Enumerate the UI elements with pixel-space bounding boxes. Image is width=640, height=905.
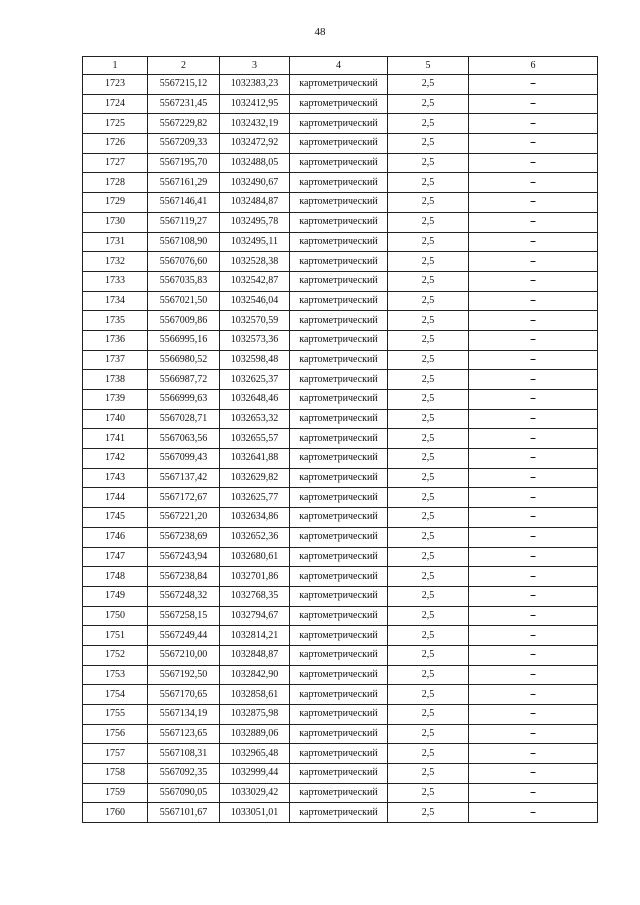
cell-method: картометрический [290,665,388,685]
cell-note: – [469,449,598,469]
cell-method: картометрический [290,803,388,823]
cell-point-number: 1734 [83,291,148,311]
cell-point-number: 1755 [83,705,148,725]
cell-note: – [469,75,598,95]
cell-coord-x: 5567231,45 [148,94,220,114]
cell-point-number: 1742 [83,449,148,469]
cell-coord-x: 5567092,35 [148,764,220,784]
cell-note: – [469,271,598,291]
cell-method: картометрический [290,330,388,350]
cell-coord-y: 1032484,87 [220,193,290,213]
cell-precision: 2,5 [388,449,469,469]
cell-note: – [469,783,598,803]
header-cell-2: 2 [148,57,220,75]
cell-method: картометрический [290,409,388,429]
cell-method: картометрический [290,586,388,606]
cell-precision: 2,5 [388,94,469,114]
table-row [83,606,598,626]
table-row [83,547,598,567]
cell-precision: 2,5 [388,468,469,488]
cell-coord-y: 1032573,36 [220,330,290,350]
cell-method: картометрический [290,449,388,469]
cell-method: картометрический [290,429,388,449]
cell-coord-y: 1032488,05 [220,153,290,173]
cell-precision: 2,5 [388,744,469,764]
cell-note: – [469,311,598,331]
cell-note: – [469,665,598,685]
cell-point-number: 1730 [83,212,148,232]
cell-coord-x: 5567134,19 [148,705,220,725]
cell-precision: 2,5 [388,764,469,784]
cell-method: картометрический [290,626,388,646]
cell-method: картометрический [290,508,388,528]
cell-note: – [469,153,598,173]
cell-coord-x: 5567248,32 [148,586,220,606]
cell-coord-y: 1032528,38 [220,252,290,272]
table-row [83,468,598,488]
table-row [83,449,598,469]
cell-coord-x: 5567076,60 [148,252,220,272]
cell-precision: 2,5 [388,271,469,291]
cell-coord-x: 5567063,56 [148,429,220,449]
cell-note: – [469,94,598,114]
cell-point-number: 1760 [83,803,148,823]
cell-coord-y: 1032768,35 [220,586,290,606]
header-cell-1: 1 [83,57,148,75]
cell-note: – [469,409,598,429]
cell-point-number: 1738 [83,370,148,390]
cell-coord-x: 5566995,16 [148,330,220,350]
cell-coord-y: 1032680,61 [220,547,290,567]
cell-point-number: 1749 [83,586,148,606]
cell-method: картометрический [290,685,388,705]
cell-coord-y: 1032629,82 [220,468,290,488]
table-row [83,488,598,508]
cell-point-number: 1751 [83,626,148,646]
cell-coord-x: 5567215,12 [148,75,220,95]
cell-method: картометрический [290,153,388,173]
table-row [83,252,598,272]
cell-point-number: 1741 [83,429,148,449]
cell-coord-y: 1032598,48 [220,350,290,370]
cell-point-number: 1758 [83,764,148,784]
cell-precision: 2,5 [388,586,469,606]
cell-precision: 2,5 [388,547,469,567]
cell-coord-y: 1032999,44 [220,764,290,784]
cell-method: картометрический [290,744,388,764]
cell-note: – [469,803,598,823]
cell-method: картометрический [290,134,388,154]
cell-note: – [469,350,598,370]
cell-method: картометрический [290,606,388,626]
cell-method: картометрический [290,390,388,410]
table-row [83,764,598,784]
cell-note: – [469,291,598,311]
cell-coord-x: 5567258,15 [148,606,220,626]
cell-precision: 2,5 [388,705,469,725]
cell-point-number: 1737 [83,350,148,370]
table-row [83,429,598,449]
cell-coord-y: 1032648,46 [220,390,290,410]
cell-coord-x: 5567161,29 [148,173,220,193]
header-cell-5: 5 [388,57,469,75]
cell-method: картометрический [290,114,388,134]
cell-coord-x: 5567108,31 [148,744,220,764]
cell-precision: 2,5 [388,153,469,173]
cell-note: – [469,173,598,193]
cell-point-number: 1756 [83,724,148,744]
table-row [83,527,598,547]
cell-point-number: 1752 [83,645,148,665]
cell-coord-y: 1032432,19 [220,114,290,134]
table-row [83,134,598,154]
cell-point-number: 1731 [83,232,148,252]
table-row [83,567,598,587]
cell-precision: 2,5 [388,508,469,528]
cell-coord-y: 1032625,37 [220,370,290,390]
cell-note: – [469,330,598,350]
cell-precision: 2,5 [388,645,469,665]
cell-note: – [469,252,598,272]
cell-method: картометрический [290,547,388,567]
header-cell-3: 3 [220,57,290,75]
cell-method: картометрический [290,212,388,232]
cell-coord-y: 1032412,95 [220,94,290,114]
header-row [83,57,598,75]
cell-method: картометрический [290,724,388,744]
table-row [83,626,598,646]
cell-precision: 2,5 [388,193,469,213]
cell-coord-y: 1032570,59 [220,311,290,331]
cell-note: – [469,626,598,646]
cell-point-number: 1747 [83,547,148,567]
cell-coord-y: 1032472,92 [220,134,290,154]
cell-coord-y: 1032652,36 [220,527,290,547]
cell-coord-y: 1032858,61 [220,685,290,705]
cell-point-number: 1750 [83,606,148,626]
cell-precision: 2,5 [388,75,469,95]
cell-coord-y: 1033029,42 [220,783,290,803]
table-row [83,271,598,291]
cell-point-number: 1725 [83,114,148,134]
cell-method: картометрический [290,193,388,213]
cell-point-number: 1733 [83,271,148,291]
table-row [83,665,598,685]
cell-coord-x: 5567238,84 [148,567,220,587]
cell-coord-y: 1032495,11 [220,232,290,252]
table-row [83,508,598,528]
table-row [83,390,598,410]
cell-coord-x: 5567221,20 [148,508,220,528]
cell-point-number: 1744 [83,488,148,508]
cell-coord-y: 1032653,32 [220,409,290,429]
cell-note: – [469,606,598,626]
table-row [83,803,598,823]
table-row [83,94,598,114]
cell-note: – [469,488,598,508]
cell-note: – [469,508,598,528]
cell-coord-x: 5567229,82 [148,114,220,134]
cell-note: – [469,468,598,488]
cell-precision: 2,5 [388,291,469,311]
table-row [83,173,598,193]
cell-coord-x: 5567210,00 [148,645,220,665]
cell-point-number: 1736 [83,330,148,350]
cell-coord-x: 5566999,63 [148,390,220,410]
cell-method: картометрический [290,764,388,784]
cell-note: – [469,232,598,252]
cell-coord-y: 1032634,86 [220,508,290,528]
cell-note: – [469,724,598,744]
page-number: 48 [314,26,326,38]
cell-precision: 2,5 [388,212,469,232]
cell-coord-y: 1032794,67 [220,606,290,626]
cell-coord-x: 5567172,67 [148,488,220,508]
cell-point-number: 1740 [83,409,148,429]
table-row [83,409,598,429]
cell-precision: 2,5 [388,409,469,429]
cell-point-number: 1757 [83,744,148,764]
cell-point-number: 1753 [83,665,148,685]
cell-precision: 2,5 [388,134,469,154]
table-header [83,57,598,75]
cell-point-number: 1743 [83,468,148,488]
cell-precision: 2,5 [388,567,469,587]
cell-coord-x: 5567108,90 [148,232,220,252]
cell-coord-x: 5567090,05 [148,783,220,803]
cell-coord-y: 1032848,87 [220,645,290,665]
cell-precision: 2,5 [388,173,469,193]
cell-point-number: 1739 [83,390,148,410]
cell-coord-x: 5567035,83 [148,271,220,291]
cell-coord-y: 1032965,48 [220,744,290,764]
table-row [83,75,598,95]
cell-method: картометрический [290,291,388,311]
cell-precision: 2,5 [388,803,469,823]
cell-method: картометрический [290,783,388,803]
table-row [83,153,598,173]
table-row [83,114,598,134]
table-row [83,724,598,744]
cell-precision: 2,5 [388,311,469,331]
cell-coord-x: 5567009,86 [148,311,220,331]
cell-note: – [469,527,598,547]
cell-point-number: 1745 [83,508,148,528]
cell-precision: 2,5 [388,390,469,410]
cell-precision: 2,5 [388,606,469,626]
cell-coord-x: 5566987,72 [148,370,220,390]
cell-precision: 2,5 [388,685,469,705]
cell-coord-y: 1033051,01 [220,803,290,823]
cell-coord-x: 5567028,71 [148,409,220,429]
cell-coord-y: 1032641,88 [220,449,290,469]
cell-coord-y: 1032655,57 [220,429,290,449]
header-cell-4: 4 [290,57,388,75]
cell-coord-y: 1032546,04 [220,291,290,311]
cell-note: – [469,645,598,665]
cell-coord-x: 5567192,50 [148,665,220,685]
cell-point-number: 1754 [83,685,148,705]
cell-coord-x: 5567249,44 [148,626,220,646]
cell-point-number: 1723 [83,75,148,95]
table-row [83,193,598,213]
cell-note: – [469,586,598,606]
cell-coord-x: 5567146,41 [148,193,220,213]
table-row [83,370,598,390]
cell-note: – [469,193,598,213]
cell-coord-x: 5567099,43 [148,449,220,469]
cell-coord-x: 5567243,94 [148,547,220,567]
cell-method: картометрический [290,645,388,665]
cell-coord-x: 5567123,65 [148,724,220,744]
cell-precision: 2,5 [388,724,469,744]
cell-coord-y: 1032542,87 [220,271,290,291]
cell-note: – [469,744,598,764]
cell-method: картометрический [290,311,388,331]
cell-note: – [469,567,598,587]
cell-precision: 2,5 [388,488,469,508]
cell-coord-x: 5567209,33 [148,134,220,154]
cell-note: – [469,370,598,390]
table-row [83,330,598,350]
cell-coord-y: 1032625,77 [220,488,290,508]
table-row [83,705,598,725]
cell-point-number: 1748 [83,567,148,587]
cell-note: – [469,764,598,784]
cell-coord-y: 1032701,86 [220,567,290,587]
cell-method: картометрический [290,75,388,95]
table-row [83,350,598,370]
cell-precision: 2,5 [388,527,469,547]
table-row [83,212,598,232]
cell-coord-y: 1032814,21 [220,626,290,646]
cell-method: картометрический [290,705,388,725]
cell-precision: 2,5 [388,232,469,252]
cell-coord-x: 5567238,69 [148,527,220,547]
table-row [83,311,598,331]
cell-coord-x: 5567195,70 [148,153,220,173]
cell-coord-y: 1032842,90 [220,665,290,685]
table-body [83,75,598,823]
cell-method: картометрический [290,173,388,193]
cell-point-number: 1726 [83,134,148,154]
cell-precision: 2,5 [388,350,469,370]
cell-precision: 2,5 [388,626,469,646]
cell-method: картометрический [290,232,388,252]
cell-point-number: 1728 [83,173,148,193]
cell-coord-x: 5566980,52 [148,350,220,370]
cell-coord-y: 1032889,06 [220,724,290,744]
cell-method: картометрический [290,94,388,114]
cell-method: картометрический [290,350,388,370]
coordinates-table [82,56,598,823]
cell-coord-x: 5567137,42 [148,468,220,488]
cell-coord-x: 5567101,67 [148,803,220,823]
cell-point-number: 1732 [83,252,148,272]
cell-note: – [469,390,598,410]
cell-point-number: 1729 [83,193,148,213]
cell-precision: 2,5 [388,252,469,272]
header-cell-6: 6 [469,57,598,75]
cell-note: – [469,685,598,705]
cell-point-number: 1724 [83,94,148,114]
cell-point-number: 1735 [83,311,148,331]
cell-method: картометрический [290,271,388,291]
table-row [83,291,598,311]
cell-coord-y: 1032383,23 [220,75,290,95]
cell-coord-x: 5567170,65 [148,685,220,705]
table-row [83,783,598,803]
cell-coord-y: 1032495,78 [220,212,290,232]
cell-note: – [469,705,598,725]
table-row [83,645,598,665]
cell-method: картометрический [290,370,388,390]
cell-precision: 2,5 [388,665,469,685]
table-row [83,685,598,705]
cell-precision: 2,5 [388,330,469,350]
cell-coord-y: 1032875,98 [220,705,290,725]
cell-coord-x: 5567021,50 [148,291,220,311]
cell-precision: 2,5 [388,429,469,449]
cell-note: – [469,114,598,134]
cell-coord-x: 5567119,27 [148,212,220,232]
cell-precision: 2,5 [388,370,469,390]
table-row [83,744,598,764]
cell-note: – [469,134,598,154]
cell-method: картометрический [290,488,388,508]
cell-method: картометрический [290,567,388,587]
cell-point-number: 1759 [83,783,148,803]
table-row [83,232,598,252]
cell-precision: 2,5 [388,114,469,134]
cell-precision: 2,5 [388,783,469,803]
cell-point-number: 1727 [83,153,148,173]
cell-method: картометрический [290,252,388,272]
cell-note: – [469,429,598,449]
cell-method: картометрический [290,527,388,547]
cell-coord-y: 1032490,67 [220,173,290,193]
table-row [83,586,598,606]
cell-point-number: 1746 [83,527,148,547]
cell-note: – [469,547,598,567]
cell-note: – [469,212,598,232]
cell-method: картометрический [290,468,388,488]
